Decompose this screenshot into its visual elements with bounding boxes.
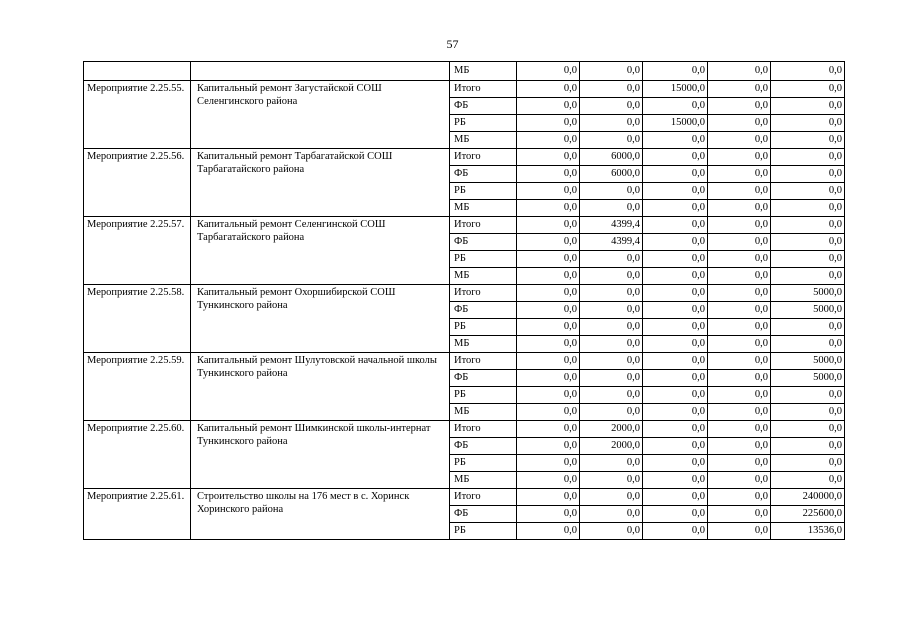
value-cell: 0,0	[517, 523, 580, 540]
value-cell: 0,0	[517, 183, 580, 200]
value-cell: 5000,0	[771, 285, 845, 302]
value-cell: 0,0	[517, 234, 580, 251]
value-cell: 0,0	[580, 81, 643, 98]
value-cell: 0,0	[771, 268, 845, 285]
value-cell: 0,0	[708, 217, 771, 234]
value-cell: 0,0	[643, 132, 708, 149]
measure-label-cell: Мероприятие 2.25.55.	[84, 81, 191, 149]
funding-source-cell: Итого	[450, 81, 517, 98]
funding-source-cell: ФБ	[450, 234, 517, 251]
funding-source-cell: МБ	[450, 132, 517, 149]
funding-source-cell: Итого	[450, 217, 517, 234]
value-cell: 0,0	[517, 166, 580, 183]
value-cell: 0,0	[708, 251, 771, 268]
value-cell: 0,0	[517, 81, 580, 98]
funding-source-cell: РБ	[450, 319, 517, 336]
value-cell: 0,0	[580, 506, 643, 523]
funding-source-cell: МБ	[450, 268, 517, 285]
value-cell: 0,0	[580, 523, 643, 540]
value-cell: 0,0	[580, 268, 643, 285]
value-cell: 0,0	[580, 251, 643, 268]
value-cell: 0,0	[517, 336, 580, 353]
value-cell: 0,0	[643, 98, 708, 115]
value-cell: 0,0	[643, 523, 708, 540]
value-cell: 0,0	[517, 149, 580, 166]
empty-cell	[191, 62, 450, 81]
value-cell: 2000,0	[580, 421, 643, 438]
measure-label-cell: Мероприятие 2.25.61.	[84, 489, 191, 540]
value-cell: 0,0	[580, 387, 643, 404]
value-cell: 0,0	[643, 183, 708, 200]
value-cell: 0,0	[643, 370, 708, 387]
value-cell: 0,0	[580, 489, 643, 506]
value-cell: 0,0	[708, 370, 771, 387]
table-row	[84, 149, 845, 166]
value-cell: 15000,0	[643, 115, 708, 132]
value-cell: 0,0	[643, 421, 708, 438]
value-cell: 0,0	[580, 302, 643, 319]
value-cell: 225600,0	[771, 506, 845, 523]
value-cell: 0,0	[708, 98, 771, 115]
value-cell: 0,0	[708, 268, 771, 285]
funding-source-cell: РБ	[450, 387, 517, 404]
value-cell: 0,0	[643, 302, 708, 319]
value-cell: 0,0	[643, 336, 708, 353]
value-cell: 0,0	[771, 472, 845, 489]
value-cell: 0,0	[580, 370, 643, 387]
value-cell: 0,0	[580, 336, 643, 353]
value-cell: 0,0	[643, 251, 708, 268]
measure-name-cell: Капитальный ремонт Шимкинской школы-интернат Тункинского района	[191, 421, 450, 489]
value-cell: 0,0	[643, 149, 708, 166]
value-cell: 0,0	[643, 234, 708, 251]
value-cell: 0,0	[708, 234, 771, 251]
value-cell: 0,0	[771, 166, 845, 183]
value-cell: 0,0	[580, 285, 643, 302]
empty-cell	[84, 62, 191, 81]
value-cell: 0,0	[580, 353, 643, 370]
value-cell: 0,0	[771, 98, 845, 115]
value-cell: 0,0	[580, 404, 643, 421]
funding-source-cell: РБ	[450, 455, 517, 472]
measure-label-cell: Мероприятие 2.25.60.	[84, 421, 191, 489]
measure-name-cell: Капитальный ремонт Селенгинской СОШ Тарбагатайского района	[191, 217, 450, 285]
value-cell: 0,0	[771, 183, 845, 200]
value-cell: 0,0	[771, 438, 845, 455]
value-cell: 0,0	[643, 353, 708, 370]
value-cell: 0,0	[771, 455, 845, 472]
measure-name-cell: Капитальный ремонт Загустайской СОШ Селенгинского района	[191, 81, 450, 149]
funding-source-cell: ФБ	[450, 166, 517, 183]
value-cell: 0,0	[643, 438, 708, 455]
measure-label-cell: Мероприятие 2.25.56.	[84, 149, 191, 217]
measure-name-cell: Капитальный ремонт Охоршибирской СОШ Тункинского района	[191, 285, 450, 353]
funding-source-cell: ФБ	[450, 506, 517, 523]
value-cell: 0,0	[708, 149, 771, 166]
value-cell: 0,0	[643, 387, 708, 404]
carryover-row	[84, 62, 845, 81]
value-cell: 0,0	[643, 319, 708, 336]
value-cell: 0,0	[643, 455, 708, 472]
value-cell: 0,0	[517, 115, 580, 132]
table-row	[84, 81, 845, 98]
value-cell: 0,0	[708, 353, 771, 370]
value-cell: 4399,4	[580, 217, 643, 234]
value-cell: 0,0	[708, 489, 771, 506]
measure-label-cell: Мероприятие 2.25.58.	[84, 285, 191, 353]
value-cell: 0,0	[517, 404, 580, 421]
funding-source-cell: МБ	[450, 336, 517, 353]
value-cell: 0,0	[580, 319, 643, 336]
funding-source-cell: Итого	[450, 489, 517, 506]
value-cell: 0,0	[708, 438, 771, 455]
value-cell: 0,0	[580, 472, 643, 489]
funding-source-cell: ФБ	[450, 302, 517, 319]
value-cell: 0,0	[517, 438, 580, 455]
value-cell: 0,0	[708, 115, 771, 132]
value-cell: 0,0	[708, 319, 771, 336]
value-cell: 4399,4	[580, 234, 643, 251]
value-cell: 0,0	[517, 472, 580, 489]
funding-source-cell: ФБ	[450, 438, 517, 455]
value-cell: 0,0	[517, 62, 580, 81]
value-cell: 0,0	[643, 166, 708, 183]
table-row	[84, 353, 845, 370]
table-row	[84, 421, 845, 438]
value-cell: 0,0	[708, 336, 771, 353]
value-cell: 0,0	[580, 200, 643, 217]
value-cell: 0,0	[517, 268, 580, 285]
funding-table-body	[84, 62, 845, 540]
value-cell: 5000,0	[771, 302, 845, 319]
value-cell: 0,0	[517, 387, 580, 404]
value-cell: 0,0	[771, 115, 845, 132]
value-cell: 0,0	[708, 523, 771, 540]
measure-name-cell: Капитальный ремонт Шулутовской начальной школы Тункинского района	[191, 353, 450, 421]
value-cell: 0,0	[643, 489, 708, 506]
value-cell: 0,0	[708, 285, 771, 302]
value-cell: 0,0	[580, 132, 643, 149]
funding-source-cell: МБ	[450, 472, 517, 489]
value-cell: 0,0	[517, 455, 580, 472]
value-cell: 0,0	[708, 62, 771, 81]
value-cell: 0,0	[517, 302, 580, 319]
value-cell: 0,0	[643, 285, 708, 302]
funding-table	[83, 61, 845, 540]
funding-source-cell: Итого	[450, 421, 517, 438]
value-cell: 0,0	[771, 421, 845, 438]
value-cell: 0,0	[708, 200, 771, 217]
measure-label-cell: Мероприятие 2.25.59.	[84, 353, 191, 421]
value-cell: 0,0	[771, 319, 845, 336]
funding-source-cell: РБ	[450, 115, 517, 132]
value-cell: 0,0	[771, 336, 845, 353]
value-cell: 0,0	[517, 98, 580, 115]
value-cell: 6000,0	[580, 149, 643, 166]
value-cell: 0,0	[517, 132, 580, 149]
measure-label-cell: Мероприятие 2.25.57.	[84, 217, 191, 285]
funding-source-cell: РБ	[450, 183, 517, 200]
value-cell: 0,0	[708, 506, 771, 523]
value-cell: 0,0	[771, 404, 845, 421]
value-cell: 0,0	[517, 370, 580, 387]
value-cell: 0,0	[708, 132, 771, 149]
value-cell: 0,0	[708, 302, 771, 319]
funding-source-cell: ФБ	[450, 98, 517, 115]
value-cell: 0,0	[580, 183, 643, 200]
value-cell: 6000,0	[580, 166, 643, 183]
table-row	[84, 217, 845, 234]
value-cell: 0,0	[771, 62, 845, 81]
value-cell: 0,0	[517, 251, 580, 268]
value-cell: 0,0	[771, 387, 845, 404]
value-cell: 2000,0	[580, 438, 643, 455]
value-cell: 0,0	[771, 81, 845, 98]
value-cell: 0,0	[643, 404, 708, 421]
value-cell: 0,0	[708, 183, 771, 200]
measure-name-cell: Строительство школы на 176 мест в с. Хоринск Хоринского района	[191, 489, 450, 540]
value-cell: 0,0	[580, 455, 643, 472]
value-cell: 240000,0	[771, 489, 845, 506]
measure-name-cell: Капитальный ремонт Тарбагатайской СОШ Тарбагатайского района	[191, 149, 450, 217]
value-cell: 0,0	[643, 217, 708, 234]
value-cell: 0,0	[580, 115, 643, 132]
value-cell: 0,0	[708, 166, 771, 183]
value-cell: 0,0	[517, 421, 580, 438]
value-cell: 0,0	[771, 200, 845, 217]
funding-source-cell: РБ	[450, 523, 517, 540]
value-cell: 0,0	[580, 62, 643, 81]
value-cell: 15000,0	[643, 81, 708, 98]
value-cell: 0,0	[771, 234, 845, 251]
value-cell: 0,0	[771, 149, 845, 166]
value-cell: 0,0	[643, 268, 708, 285]
funding-source-cell: ФБ	[450, 370, 517, 387]
funding-source-cell: РБ	[450, 251, 517, 268]
value-cell: 0,0	[708, 81, 771, 98]
funding-source-cell: Итого	[450, 353, 517, 370]
value-cell: 0,0	[580, 98, 643, 115]
value-cell: 0,0	[708, 421, 771, 438]
value-cell: 0,0	[771, 251, 845, 268]
funding-source-cell: Итого	[450, 285, 517, 302]
value-cell: 0,0	[517, 217, 580, 234]
value-cell: 0,0	[643, 62, 708, 81]
funding-source-cell: МБ	[450, 404, 517, 421]
value-cell: 0,0	[708, 455, 771, 472]
value-cell: 0,0	[517, 319, 580, 336]
value-cell: 0,0	[517, 285, 580, 302]
funding-source-cell: Итого	[450, 149, 517, 166]
table-row	[84, 285, 845, 302]
funding-source-cell: МБ	[450, 62, 517, 81]
value-cell: 0,0	[708, 387, 771, 404]
value-cell: 0,0	[643, 472, 708, 489]
value-cell: 13536,0	[771, 523, 845, 540]
page-number: 57	[446, 37, 459, 51]
value-cell: 5000,0	[771, 353, 845, 370]
funding-source-cell: МБ	[450, 200, 517, 217]
value-cell: 0,0	[708, 404, 771, 421]
value-cell: 0,0	[771, 217, 845, 234]
table-row	[84, 489, 845, 506]
value-cell: 0,0	[517, 489, 580, 506]
value-cell: 0,0	[771, 132, 845, 149]
value-cell: 0,0	[517, 506, 580, 523]
value-cell: 0,0	[643, 200, 708, 217]
value-cell: 0,0	[517, 200, 580, 217]
value-cell: 5000,0	[771, 370, 845, 387]
value-cell: 0,0	[517, 353, 580, 370]
value-cell: 0,0	[643, 506, 708, 523]
value-cell: 0,0	[708, 472, 771, 489]
